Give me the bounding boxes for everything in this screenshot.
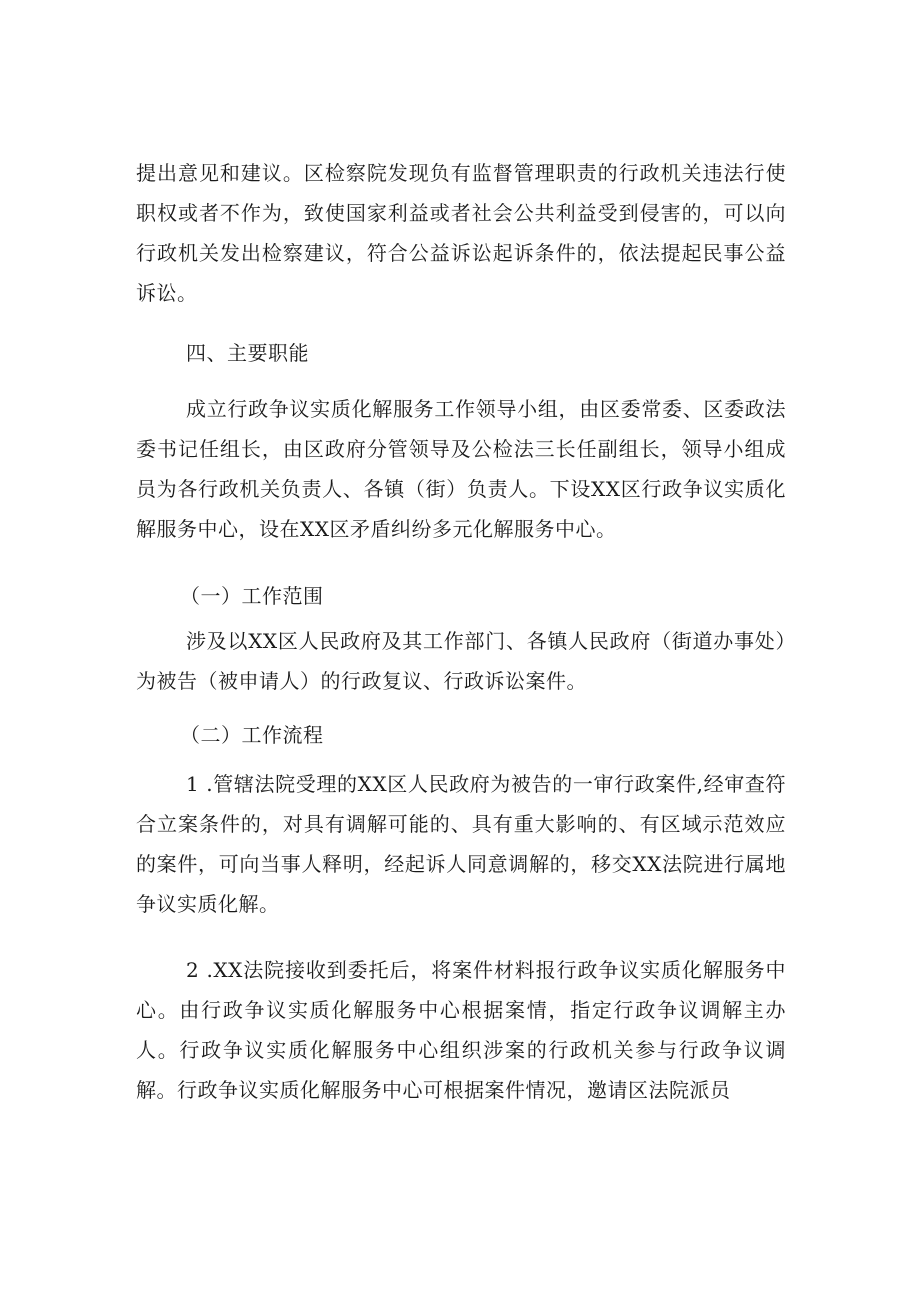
- section-heading: 四、主要职能: [186, 341, 309, 365]
- body-paragraph-continued: 提出意见和建议。区检察院发现负有监督管理职责的行政机关违法行使职权或者不作为，致使国家利益或者社会公共利益受到侵害的，可以向行政机关发出检察建议，符合公益诉讼起诉条件的，依法提起民事公益诉讼。: [136, 161, 786, 305]
- body-paragraph-item-2: 2 .XX法院接收到委托后，将案件材料报行政争议实质化解服务中心。由行政争议实质化解服务中心根据案情，指定行政争议调解主办人。行政争议实质化解服务中心组织涉案的行政机关参与行政争议调解。行政争议实质化解服务中心可根据案件情况，邀请区法院派员: [136, 958, 786, 1102]
- body-paragraph: 成立行政争议实质化解服务工作领导小组，由区委常委、区委政法委书记任组长，由区政府分管领导及公检法三长任副组长，领导小组成员为各行政机关负责人、各镇（街）负责人。下设XX区行政争议实质化解服务中心，设在XX区矛盾纠纷多元化解服务中心。: [136, 397, 786, 541]
- body-paragraph: 涉及以XX区人民政府及其工作部门、各镇人民政府（街道办事处）为被告（被申请人）的行政复议、行政诉讼案件。: [136, 629, 786, 693]
- body-paragraph-item-1: 1 .管辖法院受理的XX区人民政府为被告的一审行政案件,经审查符合立案条件的，对具有调解可能的、具有重大影响的、有区域示范效应的案件，可向当事人释明，经起诉人同意调解的，移交XX法院进行属地争议实质化解。: [136, 772, 786, 916]
- sub-section-heading-process: （二）工作流程: [180, 723, 324, 747]
- sub-section-heading-scope: （一）工作范围: [180, 584, 324, 608]
